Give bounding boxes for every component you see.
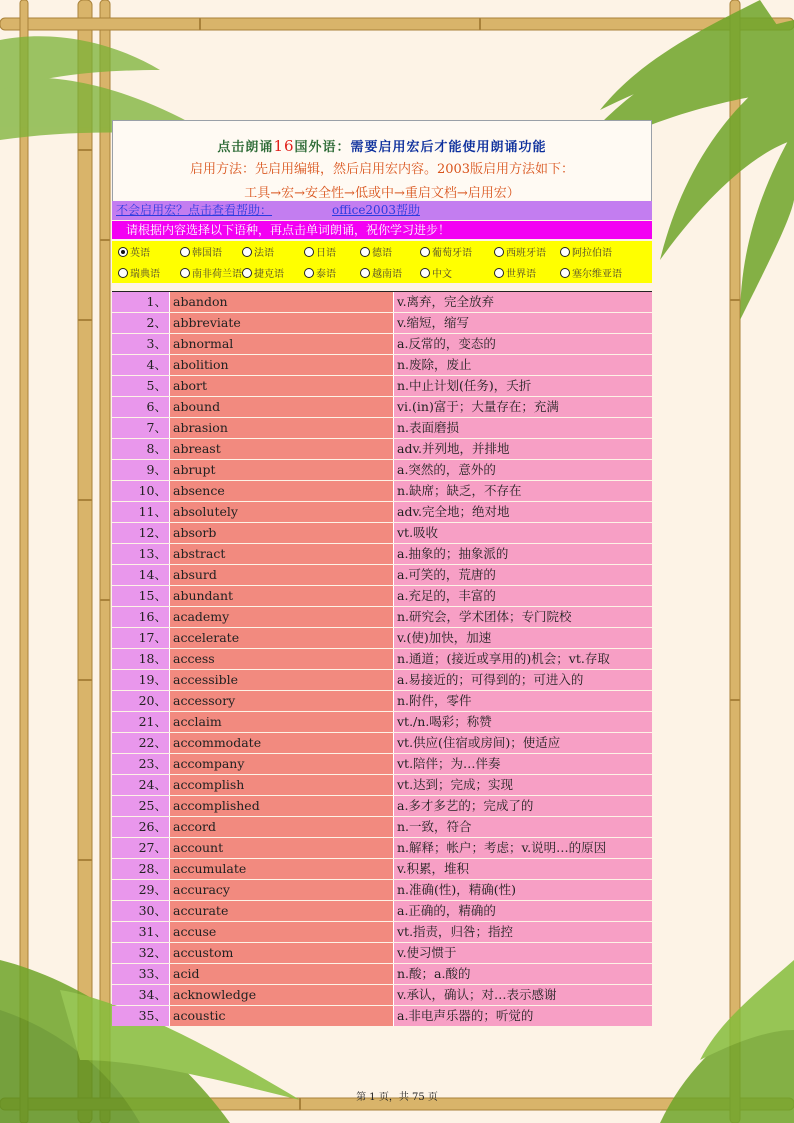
word-number: 14、 — [112, 565, 169, 585]
vocabulary-sheet — [112, 120, 652, 1027]
word-row — [112, 964, 652, 984]
word-number: 11、 — [112, 502, 169, 522]
word-meaning: v.积累，堆积 — [393, 859, 652, 879]
language-label: 瑞典语 — [130, 269, 160, 280]
word-term[interactable]: abound — [169, 397, 393, 417]
word-row — [112, 628, 652, 648]
header-title-part-c: 需要启用宏后才能使用朗诵功能 — [350, 140, 547, 155]
header-title — [113, 136, 651, 155]
word-meaning: a.充足的，丰富的 — [393, 586, 652, 606]
word-term[interactable]: accuse — [169, 922, 393, 942]
word-meaning: a.多才多艺的；完成了的 — [393, 796, 652, 816]
help-link-bar[interactable] — [112, 201, 652, 220]
word-meaning: n.通道；(接近或享用的)机会；vt.存取 — [393, 649, 652, 669]
radio-icon[interactable] — [304, 247, 314, 257]
word-row — [112, 439, 652, 459]
word-term[interactable]: accompany — [169, 754, 393, 774]
word-term[interactable]: abstract — [169, 544, 393, 564]
word-meaning: v.缩短，缩写 — [393, 313, 652, 333]
word-term[interactable]: account — [169, 838, 393, 858]
word-term[interactable]: abort — [169, 376, 393, 396]
word-meaning: a.易接近的；可得到的；可进入的 — [393, 670, 652, 690]
language-option[interactable] — [494, 262, 560, 283]
language-label: 葡萄牙语 — [432, 248, 472, 259]
word-row — [112, 649, 652, 669]
language-label: 法语 — [254, 248, 274, 259]
word-meaning: adv.并列地，并排地 — [393, 439, 652, 459]
word-term[interactable]: accelerate — [169, 628, 393, 648]
word-meaning: a.正确的，精确的 — [393, 901, 652, 921]
word-number: 30、 — [112, 901, 169, 921]
radio-icon[interactable] — [360, 247, 370, 257]
language-option[interactable] — [420, 262, 494, 283]
radio-icon[interactable] — [180, 247, 190, 257]
word-number: 12、 — [112, 523, 169, 543]
word-number: 33、 — [112, 964, 169, 984]
language-option[interactable] — [304, 241, 360, 262]
radio-icon[interactable] — [360, 268, 370, 278]
word-row — [112, 691, 652, 711]
word-meaning: a.可笑的，荒唐的 — [393, 565, 652, 585]
word-row — [112, 460, 652, 480]
word-number: 8、 — [112, 439, 169, 459]
language-option[interactable] — [360, 241, 420, 262]
word-term[interactable]: abandon — [169, 292, 393, 312]
radio-icon[interactable] — [304, 268, 314, 278]
word-row — [112, 355, 652, 375]
word-meaning: n.解释；帐户；考虑；v.说明…的原因 — [393, 838, 652, 858]
word-row — [112, 397, 652, 417]
word-number: 23、 — [112, 754, 169, 774]
language-label: 中文 — [432, 269, 452, 280]
word-number: 34、 — [112, 985, 169, 1005]
word-meaning: a.突然的，意外的 — [393, 460, 652, 480]
word-term[interactable]: accumulate — [169, 859, 393, 879]
word-meaning: a.反常的，变态的 — [393, 334, 652, 354]
radio-icon[interactable] — [180, 268, 190, 278]
word-meaning: a.抽象的；抽象派的 — [393, 544, 652, 564]
word-row — [112, 376, 652, 396]
word-term[interactable]: accessible — [169, 670, 393, 690]
word-number: 5、 — [112, 376, 169, 396]
language-label: 韩国语 — [192, 248, 222, 259]
language-option[interactable] — [420, 241, 494, 262]
word-row — [112, 922, 652, 942]
word-number: 9、 — [112, 460, 169, 480]
word-term[interactable]: accuracy — [169, 880, 393, 900]
word-term[interactable]: accurate — [169, 901, 393, 921]
language-option[interactable] — [360, 262, 420, 283]
word-row — [112, 313, 652, 333]
word-number: 27、 — [112, 838, 169, 858]
word-meaning: v.(使)加快，加速 — [393, 628, 652, 648]
word-meaning: vt.供应(住宿或房间)；使适应 — [393, 733, 652, 753]
word-term[interactable]: abreast — [169, 439, 393, 459]
header-title-part-b: 国外语： — [294, 140, 351, 155]
language-option[interactable] — [118, 262, 180, 283]
word-meaning: n.表面磨损 — [393, 418, 652, 438]
radio-icon[interactable] — [494, 268, 504, 278]
header-enable-method: 启用方法：先启用编辑，然后启用宏内容。2003版启用方法如下： — [189, 162, 575, 177]
language-option[interactable] — [242, 262, 304, 283]
language-label: 西班牙语 — [506, 248, 546, 259]
word-number: 35、 — [112, 1006, 169, 1026]
word-meaning: vt./n.喝彩；称赞 — [393, 712, 652, 732]
language-option[interactable] — [560, 241, 628, 262]
word-meaning: n.废除，废止 — [393, 355, 652, 375]
language-option[interactable] — [242, 241, 304, 262]
language-option[interactable] — [494, 241, 560, 262]
word-term[interactable]: absorb — [169, 523, 393, 543]
instructions-header — [112, 120, 652, 201]
word-meaning: n.酸；a.酸的 — [393, 964, 652, 984]
word-row — [112, 292, 652, 312]
radio-icon[interactable] — [560, 268, 570, 278]
word-number: 26、 — [112, 817, 169, 837]
word-term[interactable]: absence — [169, 481, 393, 501]
word-row — [112, 418, 652, 438]
radio-icon[interactable] — [118, 247, 128, 257]
word-number: 16、 — [112, 607, 169, 627]
language-label: 英语 — [130, 248, 150, 259]
word-row — [112, 943, 652, 963]
word-term[interactable]: accord — [169, 817, 393, 837]
word-term[interactable]: abolition — [169, 355, 393, 375]
word-row — [112, 880, 652, 900]
language-label: 越南语 — [372, 269, 402, 280]
word-row — [112, 334, 652, 354]
word-row — [112, 838, 652, 858]
word-row — [112, 565, 652, 585]
word-row — [112, 796, 652, 816]
language-option[interactable] — [560, 262, 628, 283]
word-meaning: a.非电声乐器的；听觉的 — [393, 1006, 652, 1026]
word-term[interactable]: accomplished — [169, 796, 393, 816]
word-meaning: n.中止计划(任务)，夭折 — [393, 376, 652, 396]
word-meaning: n.准确(性)，精确(性) — [393, 880, 652, 900]
word-meaning: n.一致，符合 — [393, 817, 652, 837]
word-row — [112, 586, 652, 606]
radio-icon[interactable] — [420, 247, 430, 257]
header-title-part-a: 点击朗诵 — [217, 140, 274, 155]
word-row — [112, 544, 652, 564]
word-list — [112, 291, 652, 1026]
word-number: 13、 — [112, 544, 169, 564]
radio-icon[interactable] — [560, 247, 570, 257]
word-number: 19、 — [112, 670, 169, 690]
word-meaning: n.附件，零件 — [393, 691, 652, 711]
word-term[interactable]: abrupt — [169, 460, 393, 480]
word-row — [112, 523, 652, 543]
word-number: 15、 — [112, 586, 169, 606]
language-label: 德语 — [372, 248, 392, 259]
word-number: 20、 — [112, 691, 169, 711]
word-number: 7、 — [112, 418, 169, 438]
word-meaning: n.缺席；缺乏，不存在 — [393, 481, 652, 501]
language-label: 世界语 — [506, 269, 536, 280]
language-label: 阿拉伯语 — [572, 248, 612, 259]
word-term[interactable]: accommodate — [169, 733, 393, 753]
word-term[interactable]: abnormal — [169, 334, 393, 354]
word-row — [112, 712, 652, 732]
word-term[interactable]: academy — [169, 607, 393, 627]
word-row — [112, 754, 652, 774]
language-label: 塞尔维亚语 — [572, 269, 622, 280]
word-number: 3、 — [112, 334, 169, 354]
word-number: 10、 — [112, 481, 169, 501]
word-meaning: adv.完全地；绝对地 — [393, 502, 652, 522]
word-row — [112, 670, 652, 690]
radio-icon[interactable] — [242, 268, 252, 278]
word-row — [112, 817, 652, 837]
word-meaning: vt.吸收 — [393, 523, 652, 543]
select-language-prompt: 请根据内容选择以下语种，再点击单词朗诵，祝你学习进步！ — [112, 221, 652, 239]
word-number: 21、 — [112, 712, 169, 732]
word-meaning: v.离弃，完全放弃 — [393, 292, 652, 312]
word-number: 28、 — [112, 859, 169, 879]
word-number: 24、 — [112, 775, 169, 795]
word-term[interactable]: acoustic — [169, 1006, 393, 1026]
word-number: 2、 — [112, 313, 169, 333]
word-meaning: vt.陪伴；为…伴奏 — [393, 754, 652, 774]
word-row — [112, 607, 652, 627]
word-term[interactable]: abundant — [169, 586, 393, 606]
word-row — [112, 859, 652, 879]
word-meaning: v.承认，确认；对…表示感谢 — [393, 985, 652, 1005]
word-meaning: vt.指责，归咎；指控 — [393, 922, 652, 942]
word-term[interactable]: accustom — [169, 943, 393, 963]
word-number: 31、 — [112, 922, 169, 942]
word-meaning: vi.(in)富于；大量存在；充满 — [393, 397, 652, 417]
header-title-number: 16 — [273, 137, 295, 155]
language-label: 日语 — [316, 248, 336, 259]
word-number: 32、 — [112, 943, 169, 963]
word-term[interactable]: accessory — [169, 691, 393, 711]
word-row — [112, 733, 652, 753]
language-option[interactable] — [180, 241, 242, 262]
word-number: 6、 — [112, 397, 169, 417]
word-term[interactable]: access — [169, 649, 393, 669]
office-help-link[interactable]: office2003帮助 — [332, 203, 420, 217]
word-number: 1、 — [112, 292, 169, 312]
language-option[interactable] — [118, 241, 180, 262]
word-term[interactable]: accomplish — [169, 775, 393, 795]
word-row — [112, 481, 652, 501]
word-number: 4、 — [112, 355, 169, 375]
language-option[interactable] — [180, 262, 242, 283]
word-term[interactable]: abbreviate — [169, 313, 393, 333]
word-number: 25、 — [112, 796, 169, 816]
word-row — [112, 1006, 652, 1026]
word-number: 17、 — [112, 628, 169, 648]
word-number: 29、 — [112, 880, 169, 900]
word-number: 18、 — [112, 649, 169, 669]
radio-icon[interactable] — [242, 247, 252, 257]
radio-icon[interactable] — [118, 268, 128, 278]
language-label: 南非荷兰语 — [192, 269, 242, 280]
word-term[interactable]: acknowledge — [169, 985, 393, 1005]
page-footer: 第 1 页，共 75 页 — [356, 1092, 438, 1103]
help-text: 不会启用宏？点击查看帮助： — [116, 203, 273, 217]
word-row — [112, 502, 652, 522]
word-term[interactable]: acclaim — [169, 712, 393, 732]
word-term[interactable]: abrasion — [169, 418, 393, 438]
word-meaning: v.使习惯于 — [393, 943, 652, 963]
language-label: 捷克语 — [254, 269, 284, 280]
header-enable-steps: 工具→宏→安全性→低或中→重启文档→启用宏） — [244, 186, 520, 201]
word-meaning: n.研究会，学术团体；专门院校 — [393, 607, 652, 627]
word-meaning: vt.达到；完成；实现 — [393, 775, 652, 795]
language-option[interactable] — [304, 262, 360, 283]
radio-icon[interactable] — [494, 247, 504, 257]
radio-icon[interactable] — [420, 268, 430, 278]
language-options — [112, 241, 652, 283]
word-row — [112, 985, 652, 1005]
word-term[interactable]: absolutely — [169, 502, 393, 522]
word-term[interactable]: absurd — [169, 565, 393, 585]
language-label: 泰语 — [316, 269, 336, 280]
word-number: 22、 — [112, 733, 169, 753]
word-row — [112, 775, 652, 795]
word-row — [112, 901, 652, 921]
word-term[interactable]: acid — [169, 964, 393, 984]
